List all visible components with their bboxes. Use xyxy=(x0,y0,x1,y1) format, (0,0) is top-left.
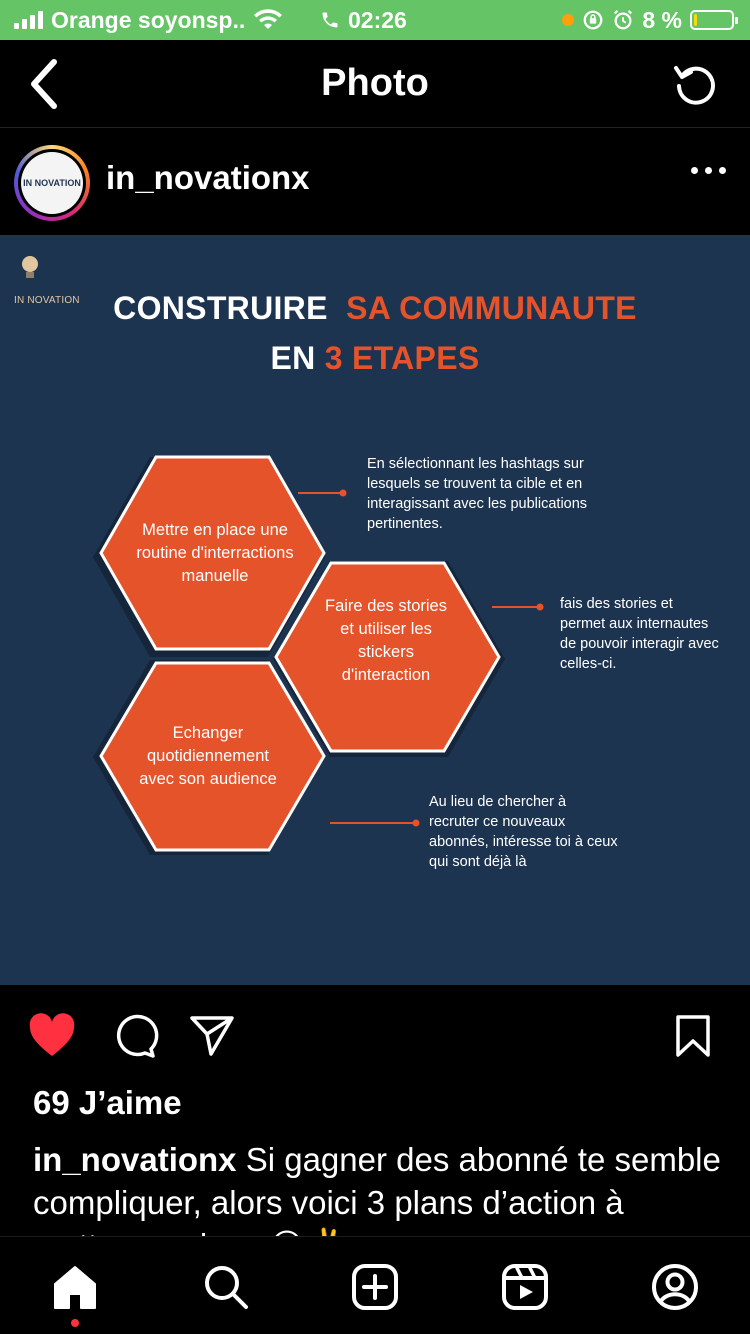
avatar-logo-text: IN NOVATION xyxy=(21,152,83,214)
mic-indicator-icon xyxy=(562,14,574,26)
carrier-name: Orange soyonsp.. xyxy=(51,6,246,33)
heading-line1-white: CONSTRUIRE xyxy=(113,290,328,326)
battery-percent: 8 % xyxy=(642,6,682,33)
wifi-icon xyxy=(253,9,283,31)
back-button[interactable] xyxy=(14,54,74,114)
tab-reels[interactable] xyxy=(497,1259,553,1315)
avatar[interactable] xyxy=(14,145,90,221)
caption-username[interactable]: in_novationx xyxy=(33,1141,237,1178)
clock-time: 02:26 xyxy=(348,6,407,33)
bookmark-icon xyxy=(674,1014,712,1058)
page-title: Photo xyxy=(321,62,429,104)
heart-filled-icon xyxy=(28,1014,76,1058)
chevron-left-icon xyxy=(26,58,62,110)
refresh-button[interactable] xyxy=(666,54,726,114)
likes-count[interactable]: 69 J’aime xyxy=(33,1084,182,1121)
more-options-button[interactable] xyxy=(691,167,726,174)
new-post-icon xyxy=(351,1263,399,1311)
post-header xyxy=(0,129,750,235)
more-dots-icon xyxy=(691,167,698,174)
tab-home[interactable] xyxy=(47,1259,103,1315)
nav-header xyxy=(0,40,750,128)
share-button[interactable] xyxy=(187,1011,237,1061)
heading-line2-accent: 3 ETAPES xyxy=(324,340,480,376)
like-button[interactable] xyxy=(27,1011,77,1061)
save-button[interactable] xyxy=(668,1011,718,1061)
hexagon-2-label: Faire des stories et utiliser les stickers d'interaction xyxy=(325,597,447,684)
bottom-tab-bar xyxy=(0,1236,750,1334)
hexagon-3-label: Echanger quotidiennement avec son audience xyxy=(139,724,277,788)
search-icon xyxy=(202,1263,250,1311)
alarm-icon xyxy=(612,9,634,31)
post-username[interactable]: in_novationx xyxy=(106,159,310,196)
note-3: Au lieu de chercher à recruter ce nouveaux abonnés, intéresse toi à ceux qui sont déjà là xyxy=(429,794,618,870)
rotation-lock-icon xyxy=(582,9,604,31)
hexagon-1-label: Mettre en place une routine d'interractions manuelle xyxy=(136,521,294,585)
refresh-icon xyxy=(672,60,720,108)
post-image[interactable] xyxy=(0,235,750,985)
profile-icon xyxy=(651,1263,699,1311)
send-icon xyxy=(189,1014,235,1058)
connector-dot-2 xyxy=(537,604,544,611)
caption-text: Si gagner des abonné te semble compliquer, alors voici 3 plans d’action à xyxy=(33,1141,721,1221)
heading-line2-white: EN xyxy=(270,340,316,376)
comment-button[interactable] xyxy=(108,1011,158,1061)
note-2: fais des stories et permet aux internautes de pouvoir interagir avec celles-ci. xyxy=(560,596,719,672)
signal-icon xyxy=(14,11,43,29)
post-actions xyxy=(0,985,750,1085)
heading-line1-accent: SA COMMUNAUTE xyxy=(346,290,637,326)
comment-icon xyxy=(110,1013,156,1059)
notification-dot xyxy=(71,1319,79,1327)
battery-icon xyxy=(690,10,734,30)
status-bar xyxy=(0,0,750,40)
post-caption xyxy=(33,1138,723,1238)
tab-search[interactable] xyxy=(198,1259,254,1315)
note-1: En sélectionnant les hashtags sur lesquels se trouvent ta cible et en interagissant avec les publications pertinentes. xyxy=(367,456,588,532)
reels-icon xyxy=(501,1263,549,1311)
home-icon xyxy=(51,1264,99,1310)
brand-text: IN NOVATION xyxy=(14,295,80,306)
phone-icon xyxy=(320,10,340,30)
connector-dot-3 xyxy=(413,820,420,827)
tab-new-post[interactable] xyxy=(347,1259,403,1315)
connector-dot-1 xyxy=(340,490,347,497)
tab-profile[interactable] xyxy=(647,1259,703,1315)
